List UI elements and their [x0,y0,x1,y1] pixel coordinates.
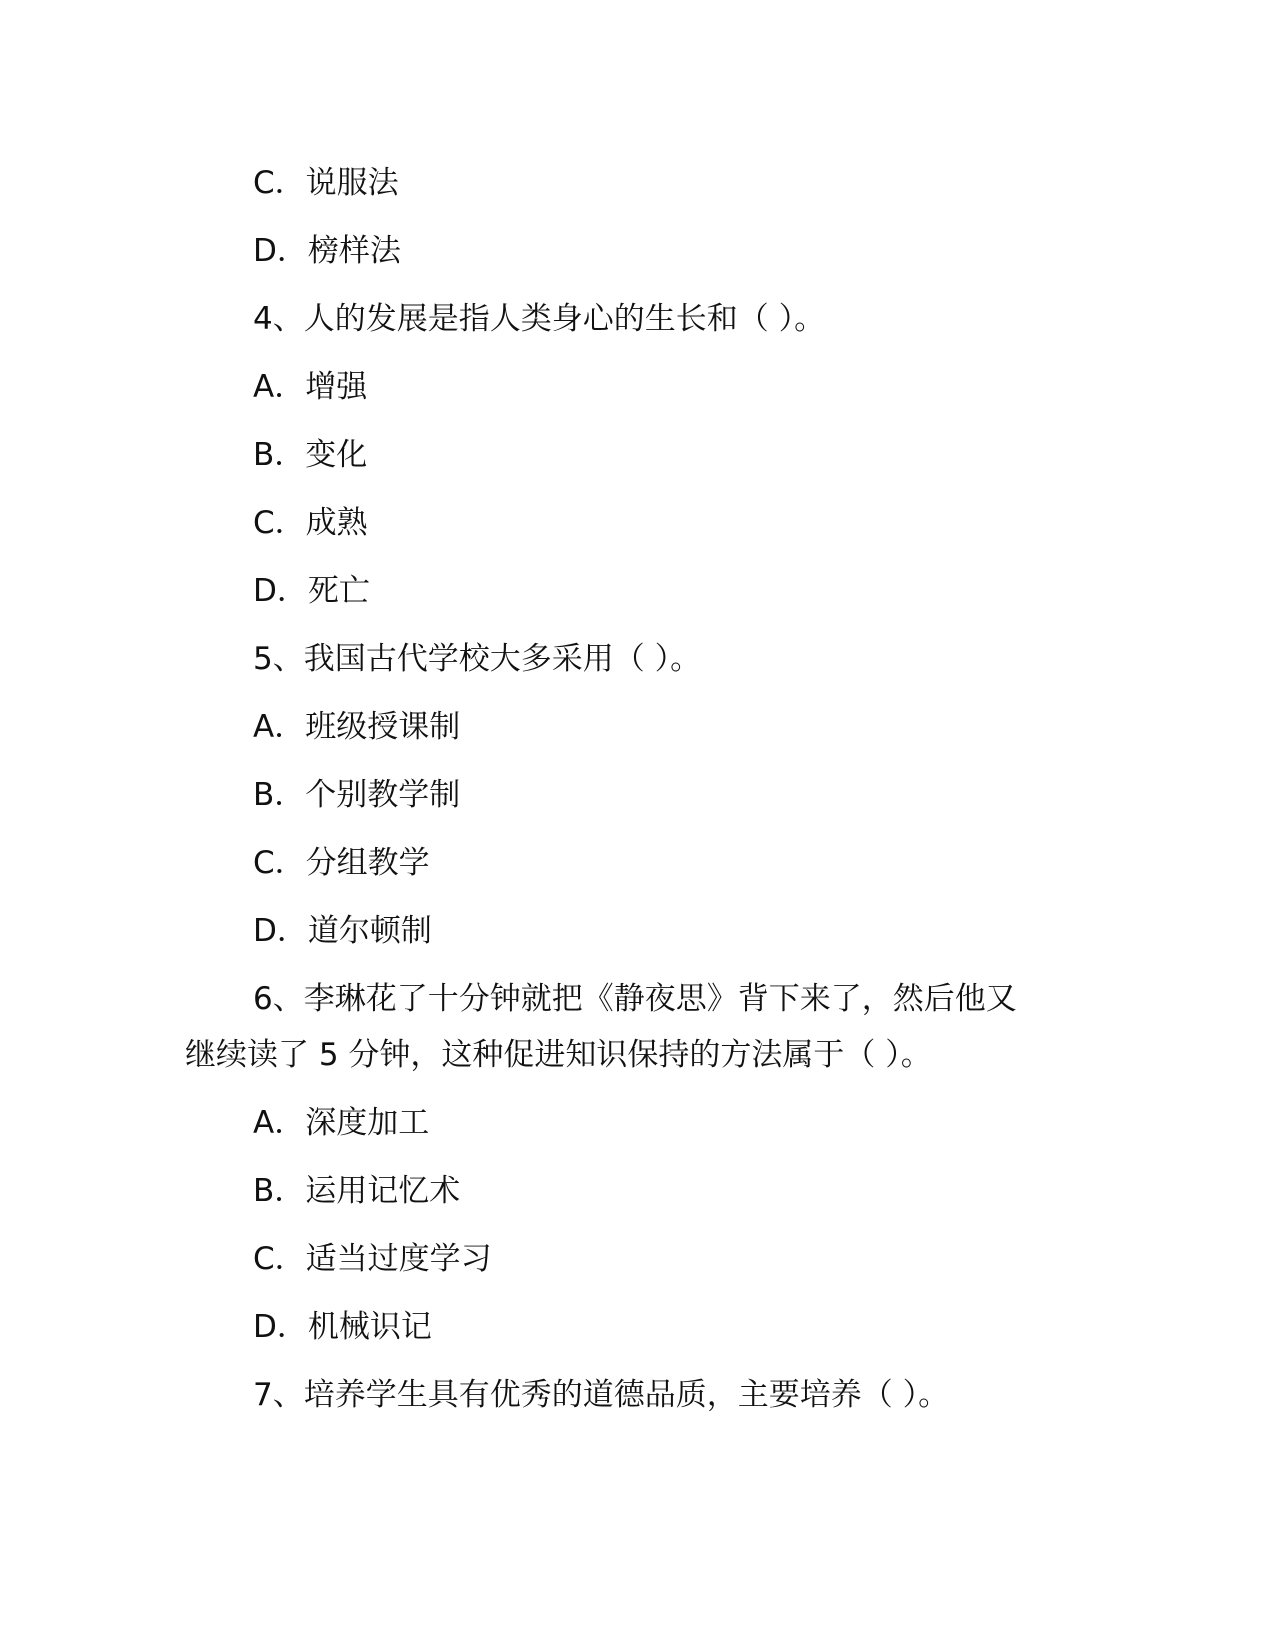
question-5: 5、我国古代学校大多采用（ ）。 [253,641,702,677]
option-a-q4: A．增强 [253,369,368,405]
question-6-line-2: 继续读了 5 分钟，这种促进知识保持的方法属于（ ）。 [185,1037,932,1073]
option-b-q6: B．运用记忆术 [253,1173,461,1209]
option-a-q5: A．班级授课制 [253,709,461,745]
option-d-q4: D．死亡 [253,573,370,609]
question-6-line-1: 6、李琳花了十分钟就把《静夜思》背下来了，然后他又 [253,981,1017,1017]
option-b-q4: B．变化 [253,437,368,473]
option-d-q5: D．道尔顿制 [253,913,432,949]
option-c-q4: C．成熟 [253,505,368,541]
option-c-q5: C．分组教学 [253,845,430,881]
option-c-q3: C．说服法 [253,165,399,201]
option-b-q5: B．个别教学制 [253,777,461,813]
option-c-q6: C．适当过度学习 [253,1241,492,1277]
option-a-q6: A．深度加工 [253,1105,430,1141]
option-d-q3: D．榜样法 [253,233,401,269]
question-7: 7、培养学生具有优秀的道德品质，主要培养（ ）。 [253,1377,950,1413]
question-4: 4、人的发展是指人类身心的生长和（ ）。 [253,301,826,337]
option-d-q6: D．机械识记 [253,1309,432,1345]
